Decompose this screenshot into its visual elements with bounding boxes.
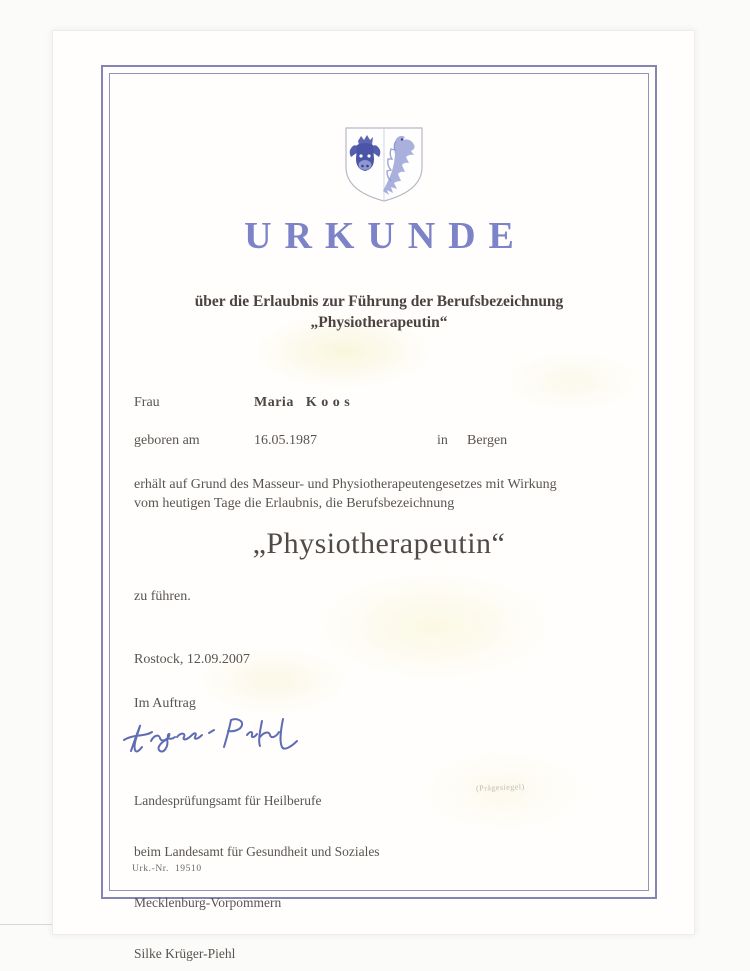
birth-date: 16.05.1987 (254, 433, 317, 448)
subtitle-line-1: über die Erlaubnis zur Führung der Berufsbezeichnung (194, 293, 564, 310)
body-line-1: erhält auf Grund des Masseur- und Physiotherapeutengesetzes mit Wirkung (134, 477, 557, 492)
birth-place: Bergen (467, 433, 508, 448)
seal-placeholder-note: (Prägesiegel) (475, 782, 525, 793)
place-date: Rostock, 12.09.2007 (134, 652, 250, 667)
document-subtitle (109, 291, 649, 333)
issuer-line-3: Mecklenburg-Vorpommern (134, 895, 282, 910)
coat-of-arms-mecklenburg-vorpommern-icon (339, 125, 429, 205)
on-behalf-label: Im Auftrag (134, 696, 196, 711)
certificate-sheet (52, 30, 695, 961)
body-line-2: vom heutigen Tage die Erlaubnis, die Berufsbezeichnung (134, 496, 455, 511)
born-label: geboren am (134, 433, 200, 448)
document-title: URKUNDE (244, 215, 527, 257)
issuer-line-2: beim Landesamt für Gesundheit und Soziales (134, 844, 380, 859)
issuer-line-1: Landesprüfungsamt für Heilberufe (134, 793, 322, 808)
in-label: in (437, 433, 448, 448)
profession-title: „Physiotherapeutin“ (252, 527, 506, 560)
signature-kruger-piehl (121, 709, 301, 763)
subtitle-line-2: „Physiotherapeutin“ (310, 314, 448, 331)
closing-text: zu führen. (134, 589, 191, 604)
issuer-line-4: Silke Krüger-Piehl (134, 946, 236, 961)
document-number: Urk.-Nr. 19510 (132, 864, 202, 874)
body-paragraph (134, 475, 594, 513)
holder-name: Maria K o o s (254, 395, 351, 410)
salutation-label: Frau (134, 395, 160, 410)
